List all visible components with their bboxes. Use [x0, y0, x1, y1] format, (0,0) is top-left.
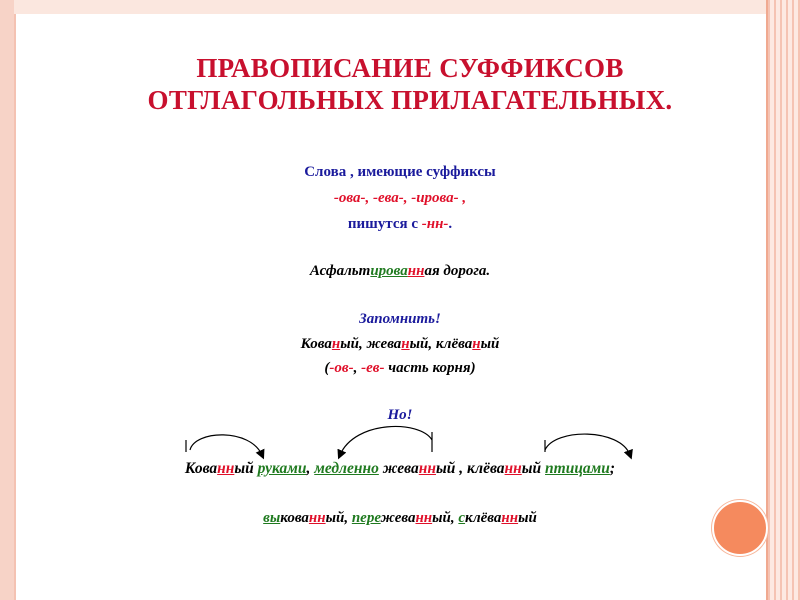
nn-suffix: -нн-: [421, 216, 449, 232]
arrow-klevanny-ptitsami: [545, 434, 630, 455]
frame-inner-left: [14, 14, 16, 600]
remember-note: (-ов-, -ев- часть корня): [324, 360, 476, 376]
remember-heading: Запомнить!: [359, 311, 441, 327]
rule-intro: Слова , имеющие суффиксы: [304, 164, 496, 180]
title-line-1: ПРАВОПИСАНИЕ СУФФИКСОВ: [196, 53, 624, 83]
example-sentence: Асфальтированная дорога.: [309, 263, 491, 279]
remember-words: Кованый, жеваный, клёваный: [300, 336, 500, 352]
arrow-kovanny-rukami: [190, 435, 262, 455]
title-line-2: ОТГЛАГОЛЬНЫХ ПРИЛАГАТЕЛЬНЫХ.: [147, 85, 673, 115]
dependent-phrases: Кованный руками, медленно жеванный , клёванный птицами;: [184, 460, 616, 477]
prefixed-words: выкованный, пережеванный, склёванный: [263, 510, 537, 526]
frame-left: [0, 0, 14, 600]
slide-title: [80, 52, 740, 116]
example-nn: нн: [407, 263, 425, 279]
rule-written: пишутся с -нн-.: [347, 216, 453, 232]
dependent-word-ptitsami: птицами: [545, 460, 610, 477]
frame-right-stripes: [768, 0, 800, 600]
arrow-medlenno-zhevanny: [340, 426, 432, 455]
orange-circle-decoration: [712, 500, 768, 556]
but-label: Но!: [387, 407, 413, 423]
dependent-word-medlenno: медленно: [314, 460, 379, 477]
dependent-word-rukami: руками: [257, 460, 307, 477]
frame-top: [14, 0, 768, 14]
example-suffix: ирова: [370, 263, 408, 279]
rule-suffixes: -ова-, -ева-, -ирова- ,: [333, 190, 467, 206]
